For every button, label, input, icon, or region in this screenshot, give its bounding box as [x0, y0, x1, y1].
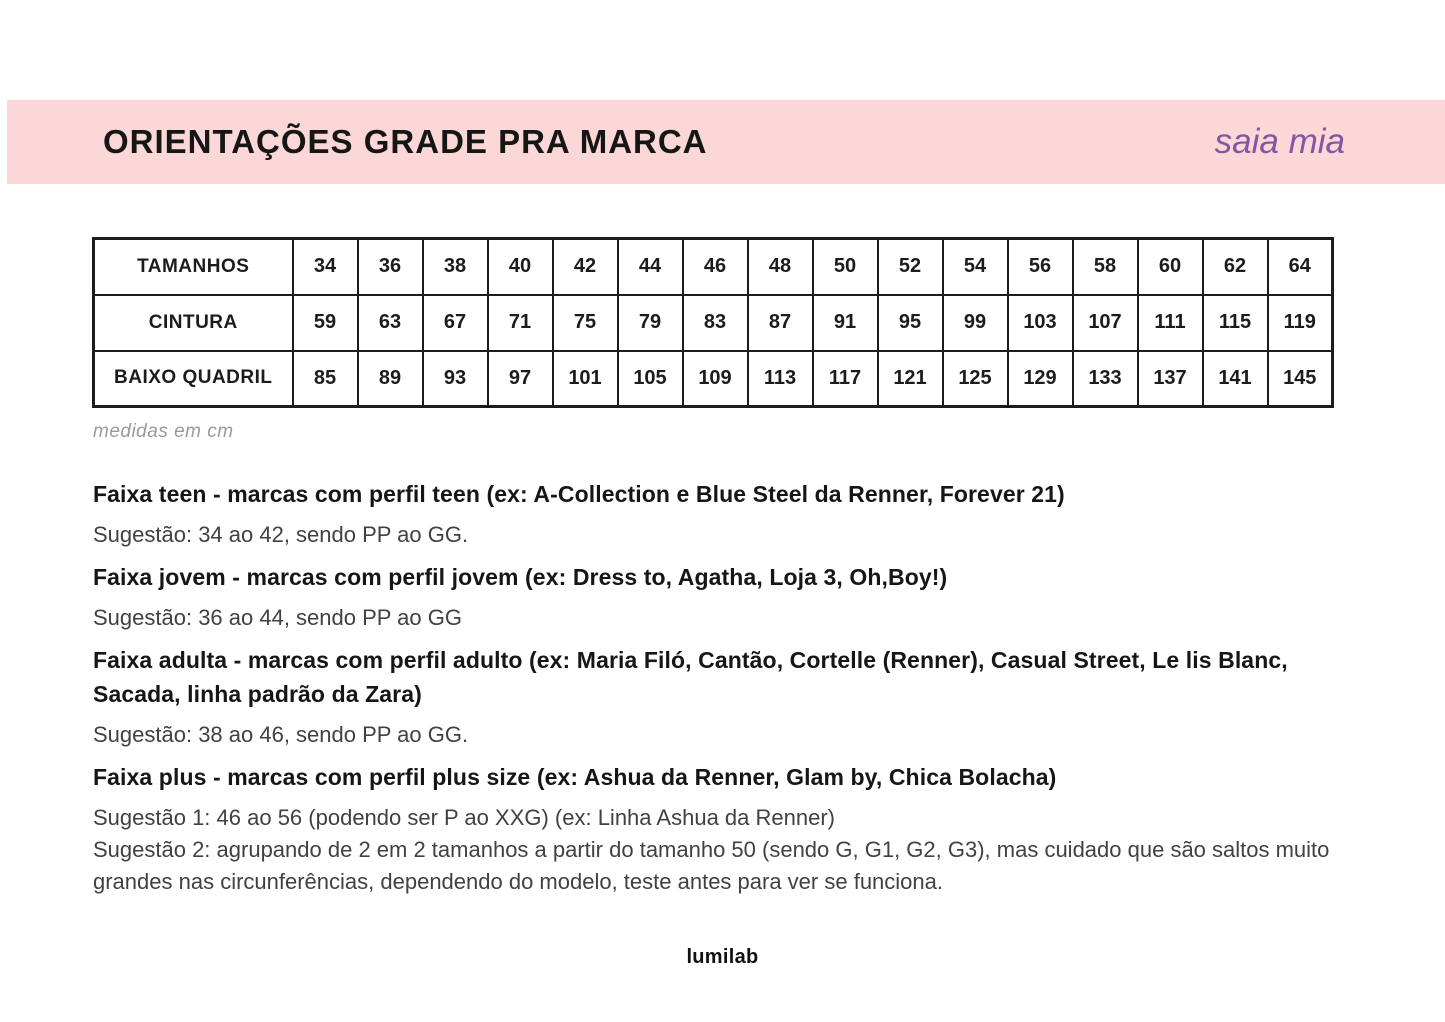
section-faixa-plus	[93, 760, 1351, 898]
section-suggestion: Sugestão: 34 ao 42, sendo PP ao GG.	[93, 522, 469, 547]
table-cell: 113	[748, 351, 813, 407]
table-cell: 89	[358, 351, 423, 407]
table-cell: 99	[943, 295, 1008, 351]
table-cell: 34	[293, 239, 358, 295]
table-cell: 63	[358, 295, 423, 351]
table-cell: 97	[488, 351, 553, 407]
table-cell: 93	[423, 351, 488, 407]
table-cell: 42	[553, 239, 618, 295]
table-cell: 95	[878, 295, 943, 351]
section-suggestion: Sugestão: 36 ao 44, sendo PP ao GG	[93, 605, 462, 630]
table-row-tamanhos	[94, 239, 1333, 295]
table-cell: 67	[423, 295, 488, 351]
guidance-sections	[93, 477, 1351, 907]
table-cell: 83	[683, 295, 748, 351]
table-cell: 64	[1268, 239, 1333, 295]
table-cell: 115	[1203, 295, 1268, 351]
section-suggestion: Sugestão 2: agrupando de 2 em 2 tamanhos a partir do tamanho 50 (sendo G, G1, G2, G3), mas cuidado que são saltos muito grandes nas circunferências, dependendo do modelo, teste antes para ver se funciona.	[93, 837, 1330, 894]
table-cell: 46	[683, 239, 748, 295]
table-cell: 59	[293, 295, 358, 351]
table-cell: 60	[1138, 239, 1203, 295]
section-suggestion: Sugestão 1: 46 ao 56 (podendo ser P ao XXG) (ex: Linha Ashua da Renner)	[93, 805, 835, 830]
table-cell: 133	[1073, 351, 1138, 407]
table-cell: 44	[618, 239, 683, 295]
table-cell: 71	[488, 295, 553, 351]
table-cell: 38	[423, 239, 488, 295]
table-cell: 117	[813, 351, 878, 407]
section-heading: Faixa jovem - marcas com perfil jovem (ex: Dress to, Agatha, Loja 3, Oh,Boy!)	[93, 564, 948, 590]
section-heading: Faixa plus - marcas com perfil plus size (ex: Ashua da Renner, Glam by, Chica Bolacha)	[93, 764, 1057, 790]
table-cell: 85	[293, 351, 358, 407]
table-cell: 36	[358, 239, 423, 295]
section-faixa-adulta	[93, 643, 1351, 751]
table-cell: 109	[683, 351, 748, 407]
section-faixa-teen	[93, 477, 1351, 551]
table-cell: 54	[943, 239, 1008, 295]
table-cell: 52	[878, 239, 943, 295]
table-cell: 62	[1203, 239, 1268, 295]
table-cell: 91	[813, 295, 878, 351]
lumilab-logo: lumilab	[686, 946, 759, 968]
table-cell: 129	[1008, 351, 1073, 407]
table-row-cintura	[94, 295, 1333, 351]
table-cell: 105	[618, 351, 683, 407]
table-cell: 101	[553, 351, 618, 407]
row-header-cintura: CINTURA	[94, 295, 293, 351]
row-header-tamanhos: TAMANHOS	[94, 239, 293, 295]
table-cell: 121	[878, 351, 943, 407]
table-cell: 103	[1008, 295, 1073, 351]
table-cell: 58	[1073, 239, 1138, 295]
section-suggestion: Sugestão: 38 ao 46, sendo PP ao GG.	[93, 722, 469, 747]
table-cell: 107	[1073, 295, 1138, 351]
table-cell: 50	[813, 239, 878, 295]
table-cell: 87	[748, 295, 813, 351]
table-cell: 141	[1203, 351, 1268, 407]
section-heading: Faixa adulta - marcas com perfil adulto (ex: Maria Filó, Cantão, Cortelle (Renner), Casual Street, Le lis Blanc, Sacada, linha padrão da Zara)	[93, 647, 1288, 707]
table-cell: 75	[553, 295, 618, 351]
page-title: ORIENTAÇÕES GRADE PRA MARCA	[103, 123, 708, 160]
table-cell: 145	[1268, 351, 1333, 407]
table-cell: 137	[1138, 351, 1203, 407]
size-grid-table	[92, 237, 1334, 408]
table-cell: 111	[1138, 295, 1203, 351]
header-band	[7, 100, 1445, 184]
brand-logo: saia mia	[1214, 122, 1345, 161]
section-heading: Faixa teen - marcas com perfil teen (ex: A-Collection e Blue Steel da Renner, Forever 21)	[93, 481, 1065, 507]
table-cell: 56	[1008, 239, 1073, 295]
table-cell: 48	[748, 239, 813, 295]
table-units-note: medidas em cm	[93, 421, 234, 442]
table-cell: 40	[488, 239, 553, 295]
table-cell: 125	[943, 351, 1008, 407]
section-faixa-jovem	[93, 560, 1351, 634]
table-cell: 119	[1268, 295, 1333, 351]
row-header-baixo-quadril: BAIXO QUADRIL	[94, 351, 293, 407]
table-row-baixo-quadril	[94, 351, 1333, 407]
table-cell: 79	[618, 295, 683, 351]
